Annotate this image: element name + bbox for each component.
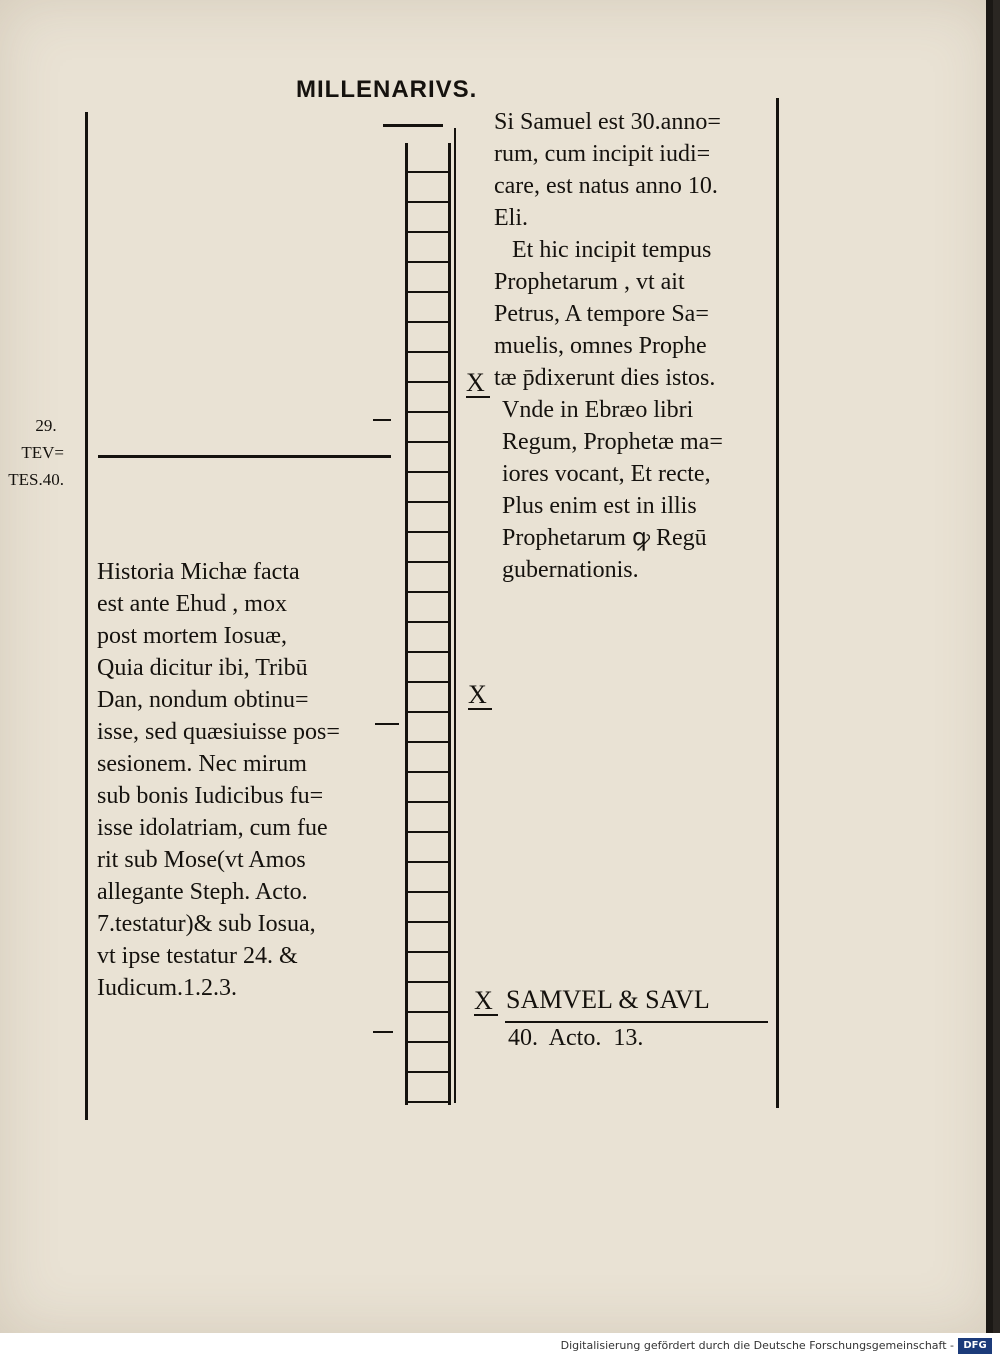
horizontal-rule-left: [98, 455, 391, 458]
text-line: Historia Michæ facta: [97, 559, 300, 585]
timeline-x-mark: [468, 680, 492, 710]
text-line: Prophetarum , vt ait: [494, 269, 685, 295]
text-line: Et hic incipit tempus: [512, 237, 712, 263]
left-column-rule: [85, 112, 88, 1120]
ladder-top-bar: [383, 124, 443, 127]
text-line: iores vocant, Et recte,: [502, 461, 711, 487]
timeline-x-mark: [466, 368, 490, 398]
text-line: rit sub Mose(vt Amos: [97, 847, 306, 873]
tick-mark: [373, 1031, 393, 1033]
margin-note-left: [8, 412, 64, 493]
footer-credit: Digitalisierung gefördert durch die Deutsche Forschungsgemeinschaft -: [560, 1339, 954, 1352]
running-head: MILLENARIVS.: [296, 76, 478, 103]
text-line: rum, cum incipit iudi=: [494, 141, 711, 167]
text-line: tæ p̄dixerunt dies istos.: [494, 365, 716, 391]
text-line: Dan, nondum obtinu=: [97, 687, 309, 713]
text-line: muelis, omnes Prophe: [494, 333, 707, 359]
x-mark-letter: X: [466, 368, 485, 397]
margin-note-line: TES.40.: [8, 470, 64, 489]
text-line: post mortem Iosuæ,: [97, 623, 287, 649]
text-line: Si Samuel est 30.anno=: [494, 109, 721, 135]
timeline-ladder: [405, 143, 451, 1105]
text-line: Quia dicitur ibi, Tribū: [97, 655, 308, 681]
page-edge: [986, 0, 993, 1333]
text-line: Eli.: [494, 205, 528, 231]
timeline-x-mark: [474, 986, 498, 1016]
text-line: sesionem. Nec mirum: [97, 751, 307, 777]
tick-mark: [375, 723, 399, 725]
margin-note-line: 29.: [35, 416, 57, 435]
text-line: gubernationis.: [502, 557, 639, 583]
text-line: Iudicum.1.2.3.: [97, 975, 237, 1001]
text-line: vt ipse testatur 24. &: [97, 943, 298, 969]
caption-reference: 40. Acto. 13.: [508, 1025, 644, 1051]
dfg-logo: DFG: [958, 1338, 992, 1354]
left-column-text: [97, 556, 377, 1004]
text-line: est ante Ehud , mox: [97, 591, 287, 617]
text-line: isse, sed quæsiuisse pos=: [97, 719, 340, 745]
x-mark-letter: X: [474, 986, 493, 1015]
text-line: allegante Steph. Acto.: [97, 879, 308, 905]
margin-note-line: TEV=: [21, 443, 64, 462]
right-column-text: [494, 106, 784, 586]
text-line: sub bonis Iudicibus fu=: [97, 783, 324, 809]
x-mark-letter: X: [468, 680, 487, 709]
caption-underline: [505, 1021, 768, 1023]
caption-samuel-saul: SAMVEL & SAVL: [506, 985, 710, 1014]
text-line: Plus enim est in illis: [502, 493, 697, 519]
text-line: Regum, Prophetæ ma=: [502, 429, 723, 455]
right-inner-rule: [454, 128, 456, 1103]
text-line: care, est natus anno 10.: [494, 173, 718, 199]
text-line: Petrus, A tempore Sa=: [494, 301, 709, 327]
text-line: isse idolatriam, cum fue: [97, 815, 328, 841]
text-line: Vnde in Ebræo libri: [502, 397, 694, 423]
text-line: Prophetarum ꝙ Regū: [502, 525, 707, 551]
text-line: 7.testatur)& sub Iosua,: [97, 911, 316, 937]
tick-mark: [373, 419, 391, 421]
